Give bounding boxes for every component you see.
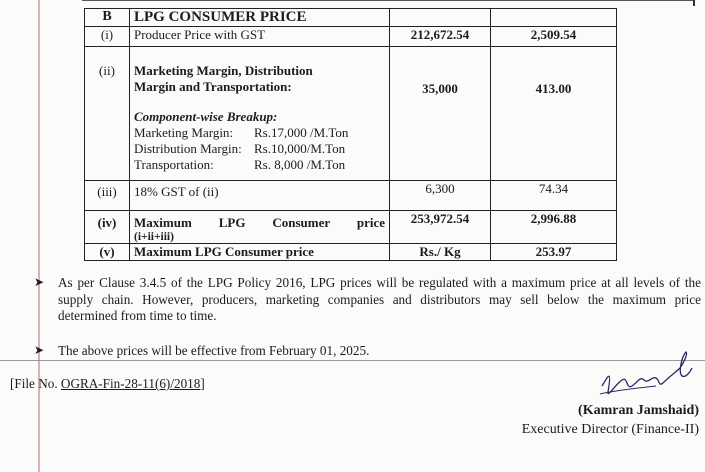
desc-line-1: Marketing Margin, Distribution (134, 63, 313, 78)
policy-note (58, 275, 701, 325)
empty-cell (390, 9, 491, 27)
row-description (130, 211, 390, 244)
value-per-ton: 35,000 (390, 47, 491, 181)
lpg-price-table (84, 8, 617, 261)
table-row (85, 181, 617, 211)
row-number: (iii) (85, 181, 130, 211)
desc-line-2: (i+ii+iii) (134, 231, 174, 243)
file-reference: OGRA-Fin-28-11(6)/2018 (60, 376, 201, 391)
note-line: As per Clause 3.4.5 of the LPG Policy 2016, LPG prices will be regulated with a maximum price at all levels of the (58, 275, 701, 290)
row-description: 18% GST of (ii) (130, 181, 390, 211)
value-per-ton: 253,972.54 (390, 211, 491, 244)
desc-line-1: Maximum LPG Consumer price (134, 215, 385, 230)
margin-line (38, 0, 40, 472)
section-title: LPG CONSUMER PRICE (130, 9, 390, 27)
empty-cell (491, 9, 617, 27)
note-line: determined from time to time. (58, 308, 217, 323)
effective-date-note: The above prices will be effective from February 01, 2025. (58, 343, 370, 358)
row-number: (ii) (85, 47, 130, 181)
table-row (85, 211, 617, 244)
desc-line-2: Margin and Transportation: (134, 79, 292, 94)
table-row (85, 47, 617, 181)
row-number: (v) (85, 244, 130, 261)
breakup-item: Transportation: Rs. 8,000 /M.Ton (134, 157, 346, 172)
row-number: (i) (85, 27, 130, 47)
value-per-kg: 2,996.88 (491, 211, 617, 244)
row-description: Producer Price with GST (130, 27, 390, 47)
value-per-kg: 413.00 (491, 47, 617, 181)
row-number: (iv) (85, 211, 130, 244)
breakup-title: Component-wise Breakup: (134, 109, 278, 124)
unit-cell: Rs./ Kg (390, 244, 491, 261)
arrow-bullet-icon: ➤ (34, 343, 45, 357)
table-row (85, 27, 617, 47)
table-row (85, 244, 617, 261)
value-per-ton: 212,672.54 (390, 27, 491, 47)
signer-name: (Kamran Jamshaid) (578, 403, 699, 418)
file-number: [File No. OGRA-Fin-28-11(6)/2018] (10, 376, 205, 391)
value-per-kg: 2,509.54 (491, 27, 617, 47)
top-tick (693, 0, 695, 6)
section-letter: B (85, 9, 130, 27)
signature-icon (598, 346, 694, 410)
breakup-item: Distribution Margin: Rs.10,000/M.Ton (134, 141, 346, 156)
breakup-item: Marketing Margin: Rs.17,000 /M.Ton (134, 125, 349, 140)
value-per-kg: 74.34 (491, 181, 617, 211)
row-description: Maximum LPG Consumer price (130, 244, 390, 261)
top-rule (82, 0, 694, 1)
value-per-ton: 6,300 (390, 181, 491, 211)
table-header-row (85, 9, 617, 27)
arrow-bullet-icon: ➤ (34, 275, 45, 289)
value-per-kg: 253.97 (491, 244, 617, 261)
row-description (130, 47, 390, 181)
signer-designation: Executive Director (Finance-II) (521, 422, 699, 437)
note-line: supply chain. However, producers, marketing companies and distributors may sell below the maximum price (58, 291, 701, 307)
